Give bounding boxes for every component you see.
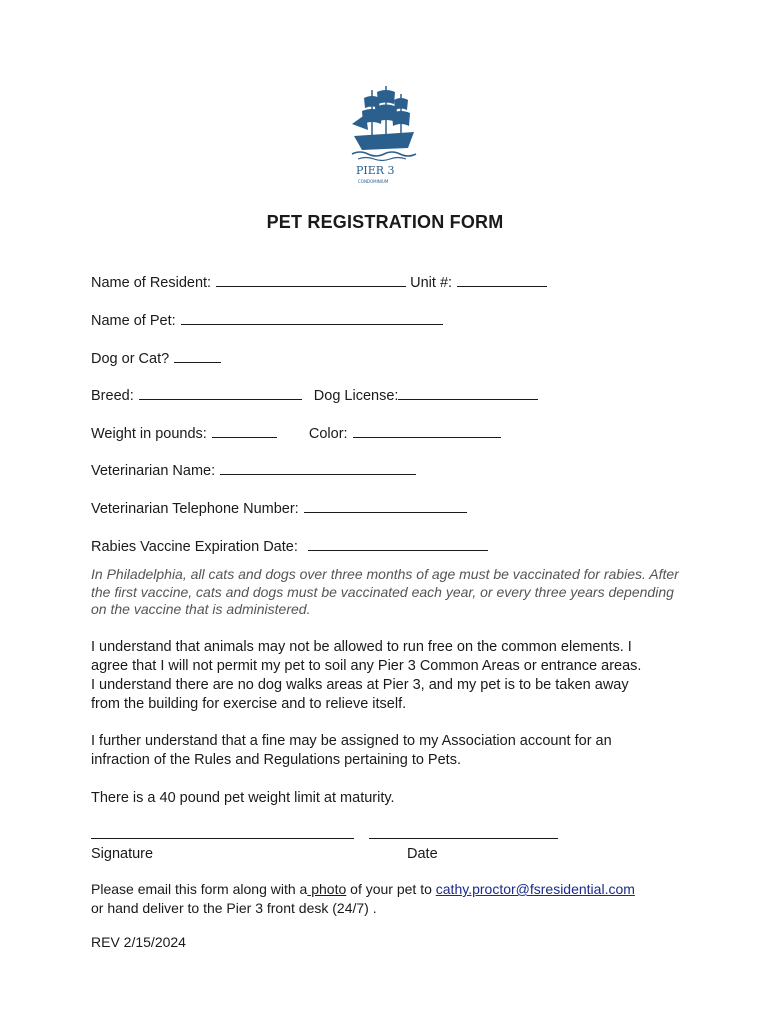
weight-row <box>91 423 501 442</box>
vet-name-label: Veterinarian Name: <box>91 463 216 479</box>
breed-label: Breed: <box>91 388 134 404</box>
vet-name-row <box>91 460 416 479</box>
dog-license-field[interactable] <box>398 385 538 400</box>
unit-field[interactable] <box>457 272 547 287</box>
dog-license-label: Dog License: <box>313 388 399 404</box>
resident-name-field[interactable] <box>216 272 406 287</box>
vet-name-field[interactable] <box>220 460 416 475</box>
rules-line: agree that I will not permit my pet to soil any Pier 3 Common Areas or entrance areas. <box>91 658 642 674</box>
svg-text:PIER 3: PIER 3 <box>356 164 395 177</box>
weight-label: Weight in pounds: <box>91 426 207 442</box>
signature-label: Signature <box>91 846 154 862</box>
photo-link[interactable]: photo <box>307 881 347 897</box>
vet-phone-field[interactable] <box>304 498 467 513</box>
signature-field[interactable] <box>91 838 354 839</box>
email-text-before: Please email this form along with a <box>91 881 308 897</box>
dog-or-cat-field[interactable] <box>174 348 221 363</box>
svg-text:CONDOMINIUM: CONDOMINIUM <box>358 179 389 184</box>
date-label: Date <box>407 846 438 862</box>
rules-line: I understand there are no dog walks areas at Pier 3, and my pet is to be taken away <box>91 677 629 693</box>
rabies-note: In Philadelphia, all cats and dogs over three months of age must be vaccinated for rabies. After the first vaccine, cats and dogs must be vaccinated each year, or every three years depending on the vaccine that is administered. <box>91 566 679 617</box>
email-address-link[interactable]: cathy.proctor@fsresidential.com <box>435 881 635 897</box>
dog-or-cat-label: Dog or Cat? <box>91 351 170 367</box>
fine-line: infraction of the Rules and Regulations pertaining to Pets. <box>91 752 461 768</box>
breed-row <box>91 385 538 404</box>
rules-line: I understand that animals may not be allowed to run free on the common elements. I <box>91 639 632 655</box>
fine-line: I further understand that a fine may be assigned to my Association account for an <box>91 733 612 749</box>
weight-field[interactable] <box>212 423 277 438</box>
fine-paragraph <box>91 732 691 770</box>
pet-name-row <box>91 310 443 329</box>
resident-name-label: Name of Resident: <box>91 275 212 291</box>
pet-name-label: Name of Pet: <box>91 313 176 329</box>
dog-or-cat-row <box>91 348 221 367</box>
rabies-field[interactable] <box>308 536 488 551</box>
rules-paragraph <box>91 638 691 714</box>
hand-deliver-text: or hand deliver to the Pier 3 front desk (24/7) . <box>91 900 377 916</box>
rabies-label: Rabies Vaccine Expiration Date: <box>91 539 298 555</box>
pet-name-field[interactable] <box>181 310 443 325</box>
email-instructions <box>91 880 711 918</box>
form-title: PET REGISTRATION FORM <box>266 212 504 232</box>
vet-phone-row <box>91 498 467 517</box>
rabies-row <box>91 536 488 555</box>
vet-phone-label: Veterinarian Telephone Number: <box>91 501 299 517</box>
email-text-middle: of your pet to <box>346 881 436 897</box>
date-field[interactable] <box>369 838 558 839</box>
color-label: Color: <box>308 426 348 442</box>
resident-row <box>91 272 547 291</box>
breed-field[interactable] <box>139 385 302 400</box>
unit-label: Unit #: <box>410 275 453 291</box>
revision-date: REV 2/15/2024 <box>91 934 186 950</box>
color-field[interactable] <box>353 423 501 438</box>
rules-line: from the building for exercise and to relieve itself. <box>91 696 407 712</box>
weight-limit-paragraph: There is a 40 pound pet weight limit at maturity. <box>91 790 395 806</box>
ship-logo-icon <box>346 84 420 188</box>
